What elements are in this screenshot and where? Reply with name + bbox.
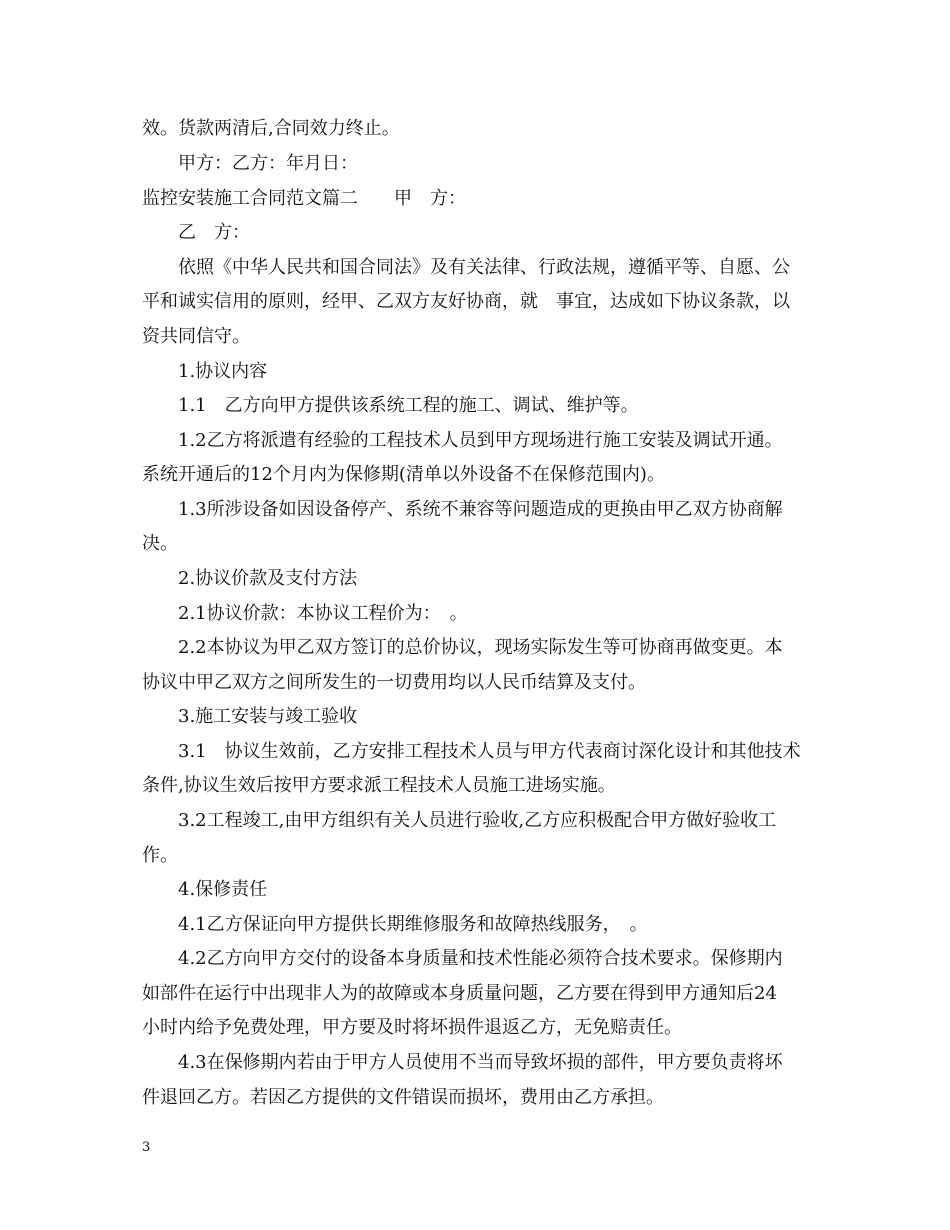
clause-line: 件退回乙方。若因乙方提供的文件错误而损坏，费用由乙方承担。	[142, 1087, 664, 1108]
clause-line: 条件,协议生效后按甲方要求派工程技术人员施工进场实施。	[142, 775, 616, 796]
clause-heading: 1.协议内容	[178, 361, 268, 382]
clause-line: 如部件在运行中出现非人为的故障或本身质量问题，乙方要在得到甲方通知后24	[142, 983, 777, 1004]
section-title: 监控安装施工合同范文篇二 甲 方：	[142, 188, 466, 209]
clause-line: 系统开通后的12个月内为保修期(清单以外设备不在保修范围内)。	[142, 464, 665, 485]
clause-line: 4.2乙方向甲方交付的设备本身质量和技术性能必须符合技术要求。保修期内	[178, 948, 783, 969]
clause-line: 2.2本协议为甲乙双方签订的总价协议，现场实际发生等可协商再做变更。本	[178, 637, 783, 658]
party-b-label: 乙 方：	[178, 222, 250, 243]
clause-line: 1.3所涉设备如因设备停产、系统不兼容等问题造成的更换由甲乙双方协商解	[178, 499, 783, 520]
clause-line: 1.1 乙方向甲方提供该系统工程的施工、调试、维护等。	[178, 395, 639, 416]
paragraph-line: 依照《中华人民共和国合同法》及有关法律、行政法规，遵循平等、自愿、公	[178, 257, 790, 278]
clause-heading: 3.施工安装与竣工验收	[178, 706, 358, 727]
clause-line: 4.1乙方保证向甲方提供长期维修服务和故障热线服务， 。	[178, 914, 648, 935]
clause-line: 协议中甲乙双方之间所发生的一切费用均以人民币结算及支付。	[142, 672, 646, 693]
clause-line: 小时内给予免费处理，甲方要及时将坏损件退返乙方，无免赔责任。	[142, 1017, 682, 1038]
clause-heading: 4.保修责任	[178, 879, 268, 900]
text-line: 效。货款两清后,合同效力终止。	[142, 118, 400, 139]
clause-line: 3.2工程竣工,由甲方组织有关人员进行验收,乙方应积极配合甲方做好验收工	[178, 810, 777, 831]
clause-heading: 2.协议价款及支付方法	[178, 568, 358, 589]
clause-line: 3.1 协议生效前，乙方安排工程技术人员与甲方代表商讨深化设计和其他技术	[178, 741, 801, 762]
paragraph-line: 资共同信守。	[142, 326, 250, 347]
signature-line: 甲方：乙方：年月日：	[178, 153, 358, 174]
paragraph-line: 平和诚实信用的原则，经甲、乙双方友好协商，就 事宜，达成如下协议条款，以	[142, 291, 790, 312]
clause-line: 作。	[142, 845, 178, 866]
clause-line: 决。	[142, 533, 178, 554]
clause-line: 4.3在保修期内若由于甲方人员使用不当而导致坏损的部件，甲方要负责将坏	[178, 1052, 783, 1073]
page-number: 3	[142, 1140, 151, 1155]
clause-line: 2.1协议价款：本协议工程价为： 。	[178, 603, 468, 624]
clause-line: 1.2乙方将派遣有经验的工程技术人员到甲方现场进行施工安装及调试开通。	[178, 430, 783, 451]
